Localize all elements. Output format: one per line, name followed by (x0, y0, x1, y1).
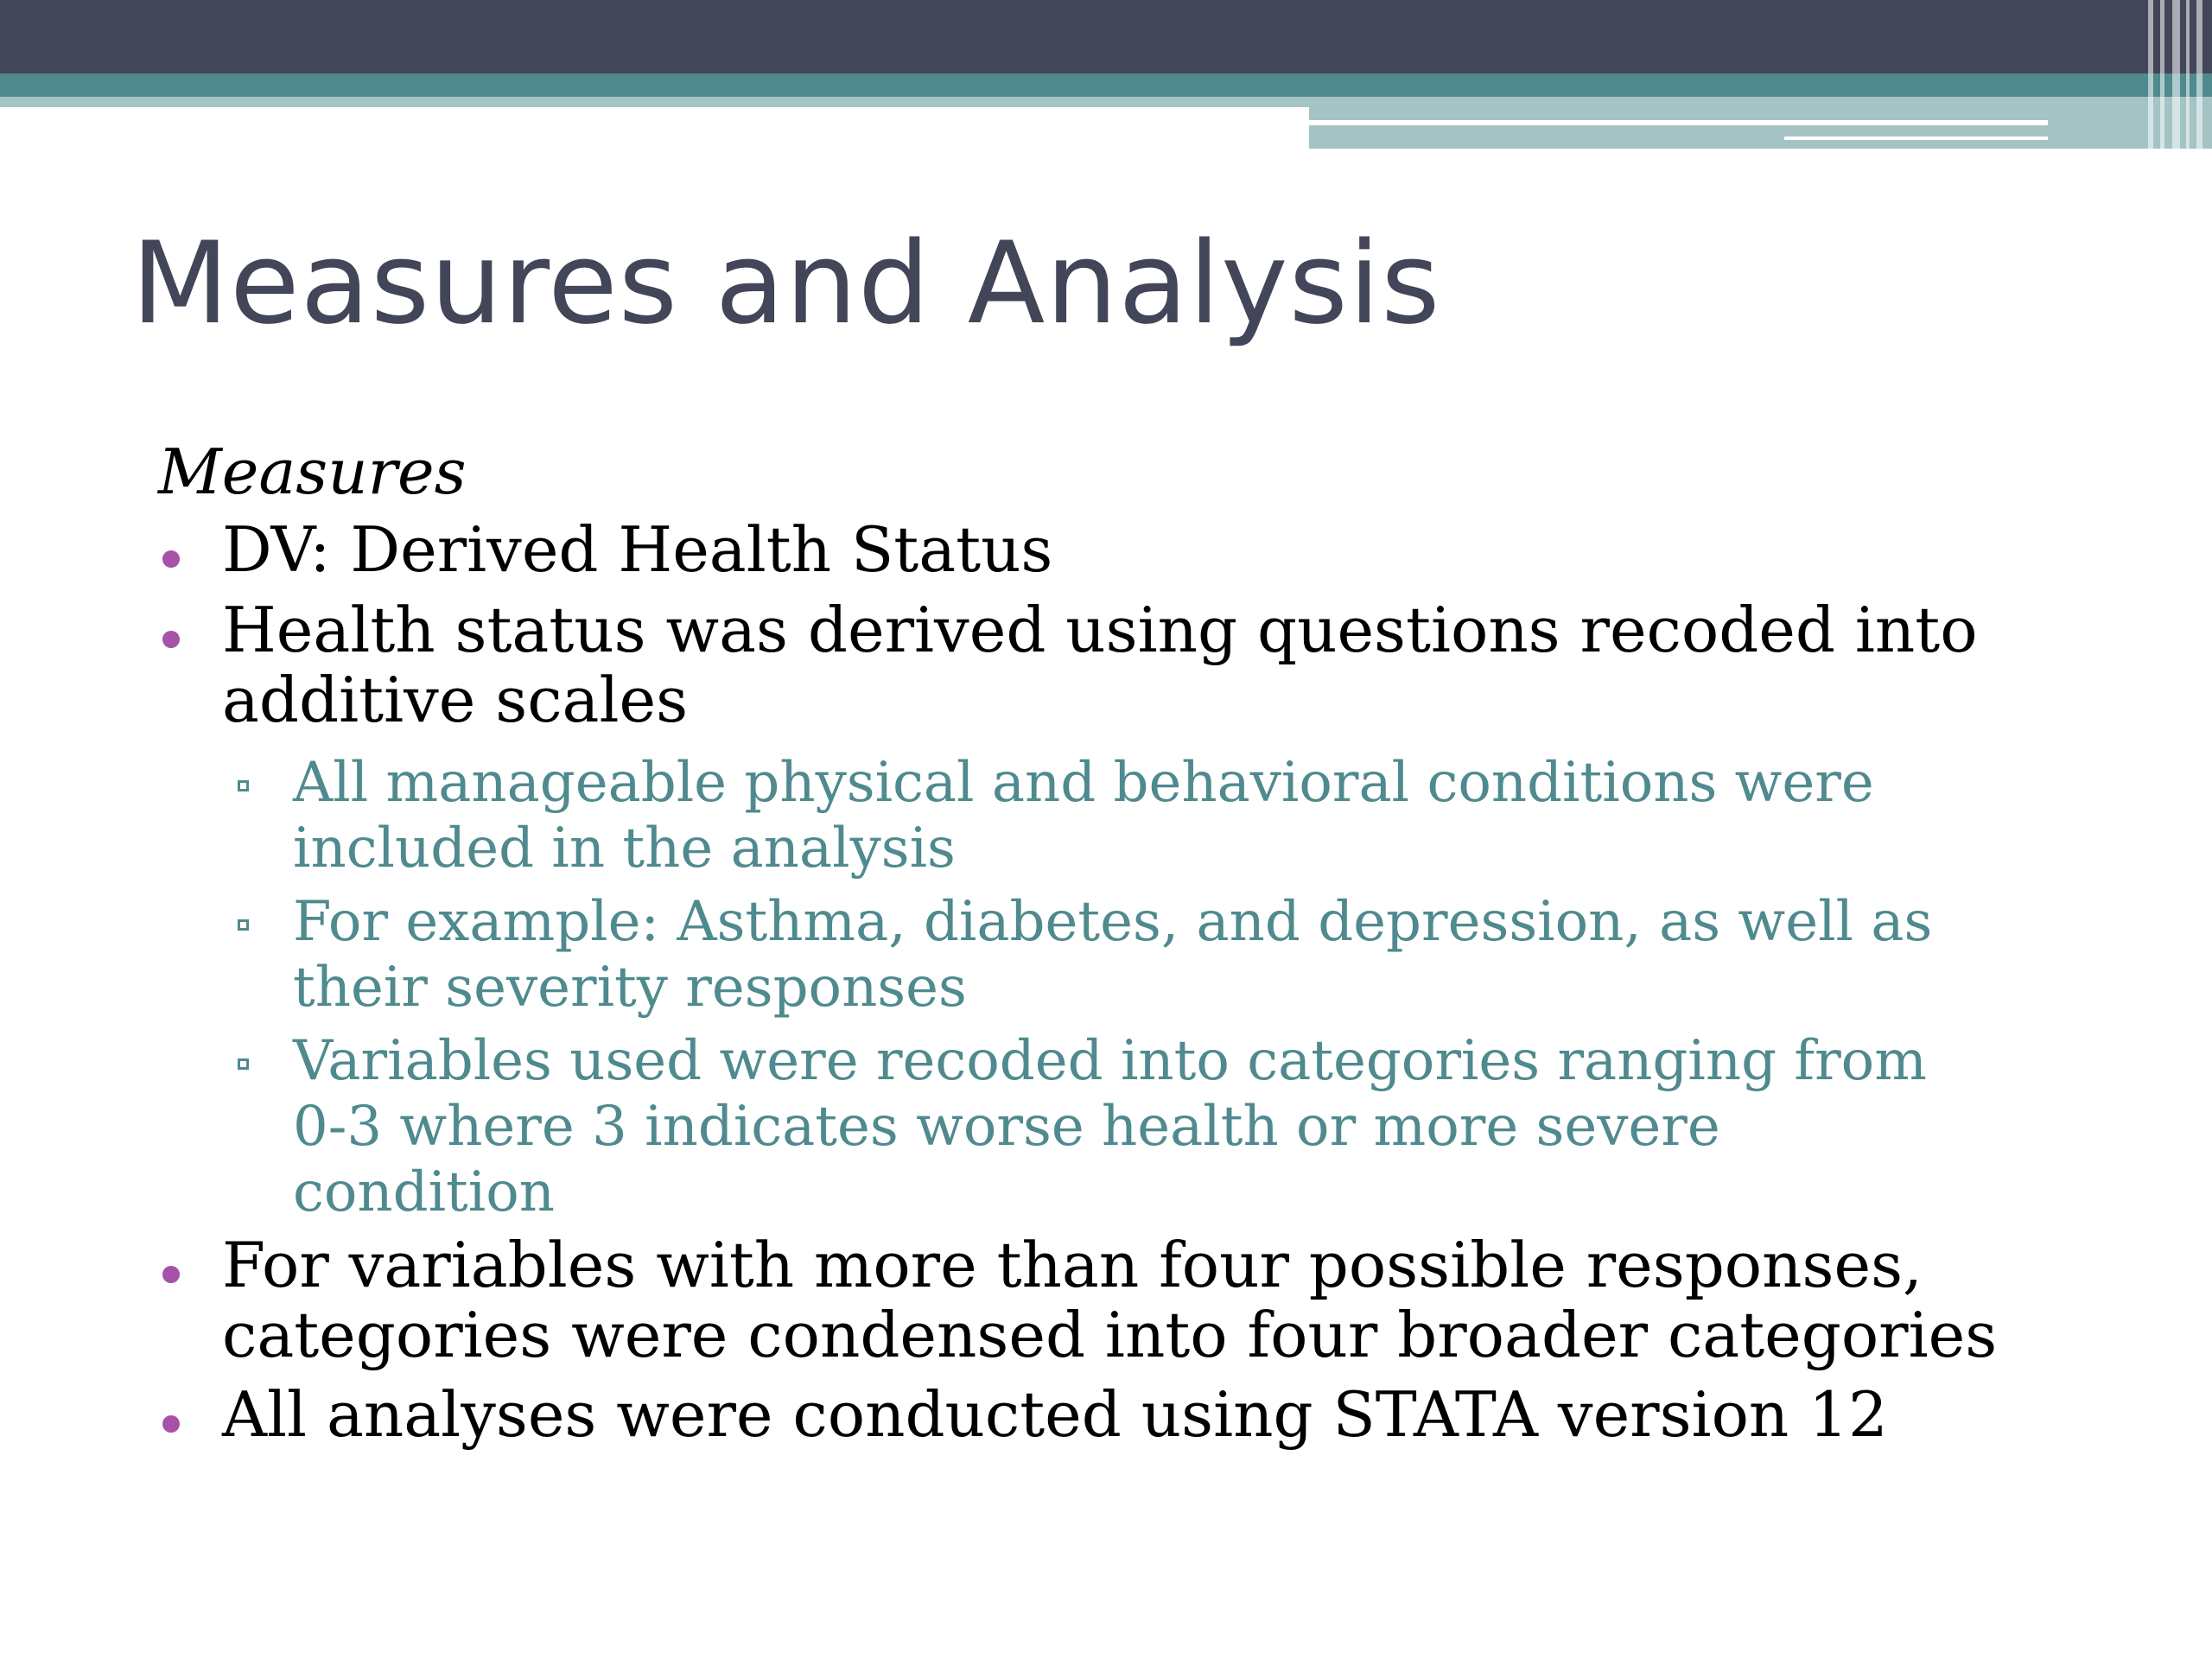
sub-bullet-text: their severity responses (293, 956, 967, 1020)
sub-bullet-marker (238, 919, 249, 931)
sub-bullet-text: For example: Asthma, diabetes, and depression, as well as (293, 890, 1933, 954)
bullet-text: additive scales (222, 664, 689, 736)
bullet-marker (162, 1415, 180, 1433)
bullet-text: All analyses were conducted using STATA version 12 (222, 1378, 1888, 1451)
bullet-text: Health status was derived using questions recoded into (222, 594, 1978, 666)
bullet-marker (162, 1266, 180, 1283)
slide-title: Measures and Analysis (131, 217, 1441, 349)
bullet-marker (162, 631, 180, 648)
bullet-marker (162, 550, 180, 568)
sub-bullet-text: 0-3 where 3 indicates worse health or more severe (293, 1095, 1720, 1159)
sub-bullet-text: condition (293, 1160, 555, 1224)
bullet-text: categories were condensed into four broader categories (222, 1299, 1998, 1371)
sub-bullet-text: Variables used were recoded into categories ranging from (293, 1029, 1927, 1093)
sub-bullet-text: included in the analysis (293, 817, 956, 880)
sub-bullet-marker (238, 1058, 249, 1070)
sub-bullet-marker (238, 780, 249, 791)
bullet-text: DV: Derived Health Status (222, 513, 1053, 586)
sub-bullet-text: All manageable physical and behavioral conditions were (293, 751, 1874, 815)
bullet-text: For variables with more than four possible responses, (222, 1229, 1923, 1301)
section-heading: Measures (158, 435, 467, 508)
